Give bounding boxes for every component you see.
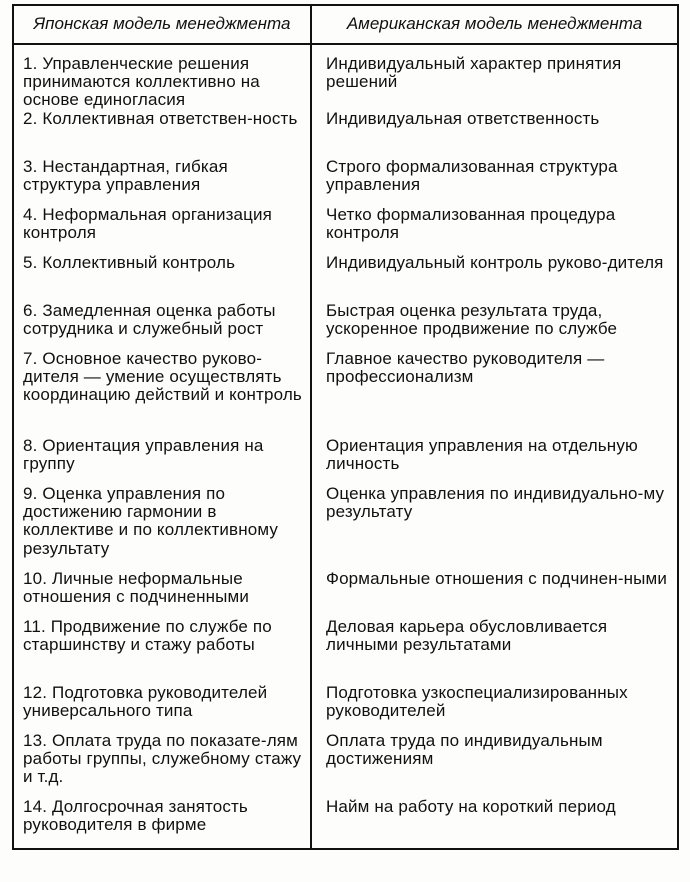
japanese-cell: 3. Нестандартная, гибкая структура управления bbox=[13, 158, 311, 206]
american-cell: Индивидуальный характер принятия решений bbox=[326, 54, 622, 92]
japanese-cell: 14. Долгосрочная занятость руководителя в фирме bbox=[13, 798, 311, 849]
header-american-model: Американская модель менеджмента bbox=[311, 5, 678, 44]
american-cell: Деловая карьера обусловливается личными результатами bbox=[326, 617, 608, 655]
american-cell: Быстрая оценка результата труда, ускоренное продвижение по службе bbox=[326, 301, 618, 339]
japanese-cell: 10. Личные неформальные отношения с подчиненными bbox=[13, 570, 311, 618]
japanese-cell: 12. Подготовка руководителей универсального типа bbox=[13, 684, 311, 732]
table-row bbox=[13, 302, 678, 350]
japanese-cell: 7. Основное качество руково-дителя — умение осуществлять координацию действий и контроль bbox=[13, 350, 311, 437]
japanese-cell: 9. Оценка управления по достижению гармонии в коллективе и по коллективному результату bbox=[13, 485, 311, 570]
table-row bbox=[13, 684, 678, 732]
american-cell: Четко формализованная процедура контроля bbox=[326, 205, 616, 243]
japanese-cell: 4. Неформальная организация контроля bbox=[13, 206, 311, 254]
japanese-cell: 5. Коллективный контроль bbox=[13, 254, 311, 302]
american-cell: Оплата труда по индивидуальным достижениям bbox=[326, 731, 603, 769]
table-row bbox=[13, 254, 678, 302]
american-cell: Оценка управления по индивидуально-му результату bbox=[326, 484, 665, 522]
american-cell: Найм на работу на короткий период bbox=[326, 797, 616, 816]
japanese-cell: 11. Продвижение по службе по старшинству и стажу работы bbox=[13, 618, 311, 684]
japanese-cell: 1. Управленческие решения принимаются коллективно на основе единогласия bbox=[13, 44, 311, 110]
american-cell: Подготовка узкоспециализированных руководителей bbox=[326, 683, 628, 721]
japanese-cell: 8. Ориентация управления на группу bbox=[13, 437, 311, 485]
table-row bbox=[13, 485, 678, 570]
american-cell: Формальные отношения с подчинен-ными bbox=[326, 569, 668, 588]
american-cell: Главное качество руководителя — профессионализм bbox=[326, 349, 605, 387]
comparison-table bbox=[12, 4, 679, 850]
american-cell: Строго формализованная структура управления bbox=[326, 157, 618, 195]
table-row bbox=[13, 437, 678, 485]
japanese-cell: 6. Замедленная оценка работы сотрудника и служебный рост bbox=[13, 302, 311, 350]
american-cell: Ориентация управления на отдельную личность bbox=[326, 436, 638, 474]
japanese-cell: 2. Коллективная ответствен-ность bbox=[13, 110, 311, 158]
table-row bbox=[13, 350, 678, 437]
american-cell: Индивидуальный контроль руково-дителя bbox=[326, 253, 664, 272]
table-row bbox=[13, 110, 678, 158]
table-row bbox=[13, 158, 678, 206]
table-row bbox=[13, 732, 678, 798]
table-row bbox=[13, 798, 678, 849]
table-row bbox=[13, 570, 678, 618]
table-row bbox=[13, 44, 678, 110]
american-cell: Индивидуальная ответственность bbox=[326, 109, 600, 128]
japanese-cell: 13. Оплата труда по показате-лям работы группы, служебному стажу и т.д. bbox=[13, 732, 311, 798]
table-row bbox=[13, 206, 678, 254]
table-row bbox=[13, 618, 678, 684]
header-japanese-model: Японская модель менеджмента bbox=[13, 5, 311, 44]
header-row bbox=[13, 5, 678, 44]
